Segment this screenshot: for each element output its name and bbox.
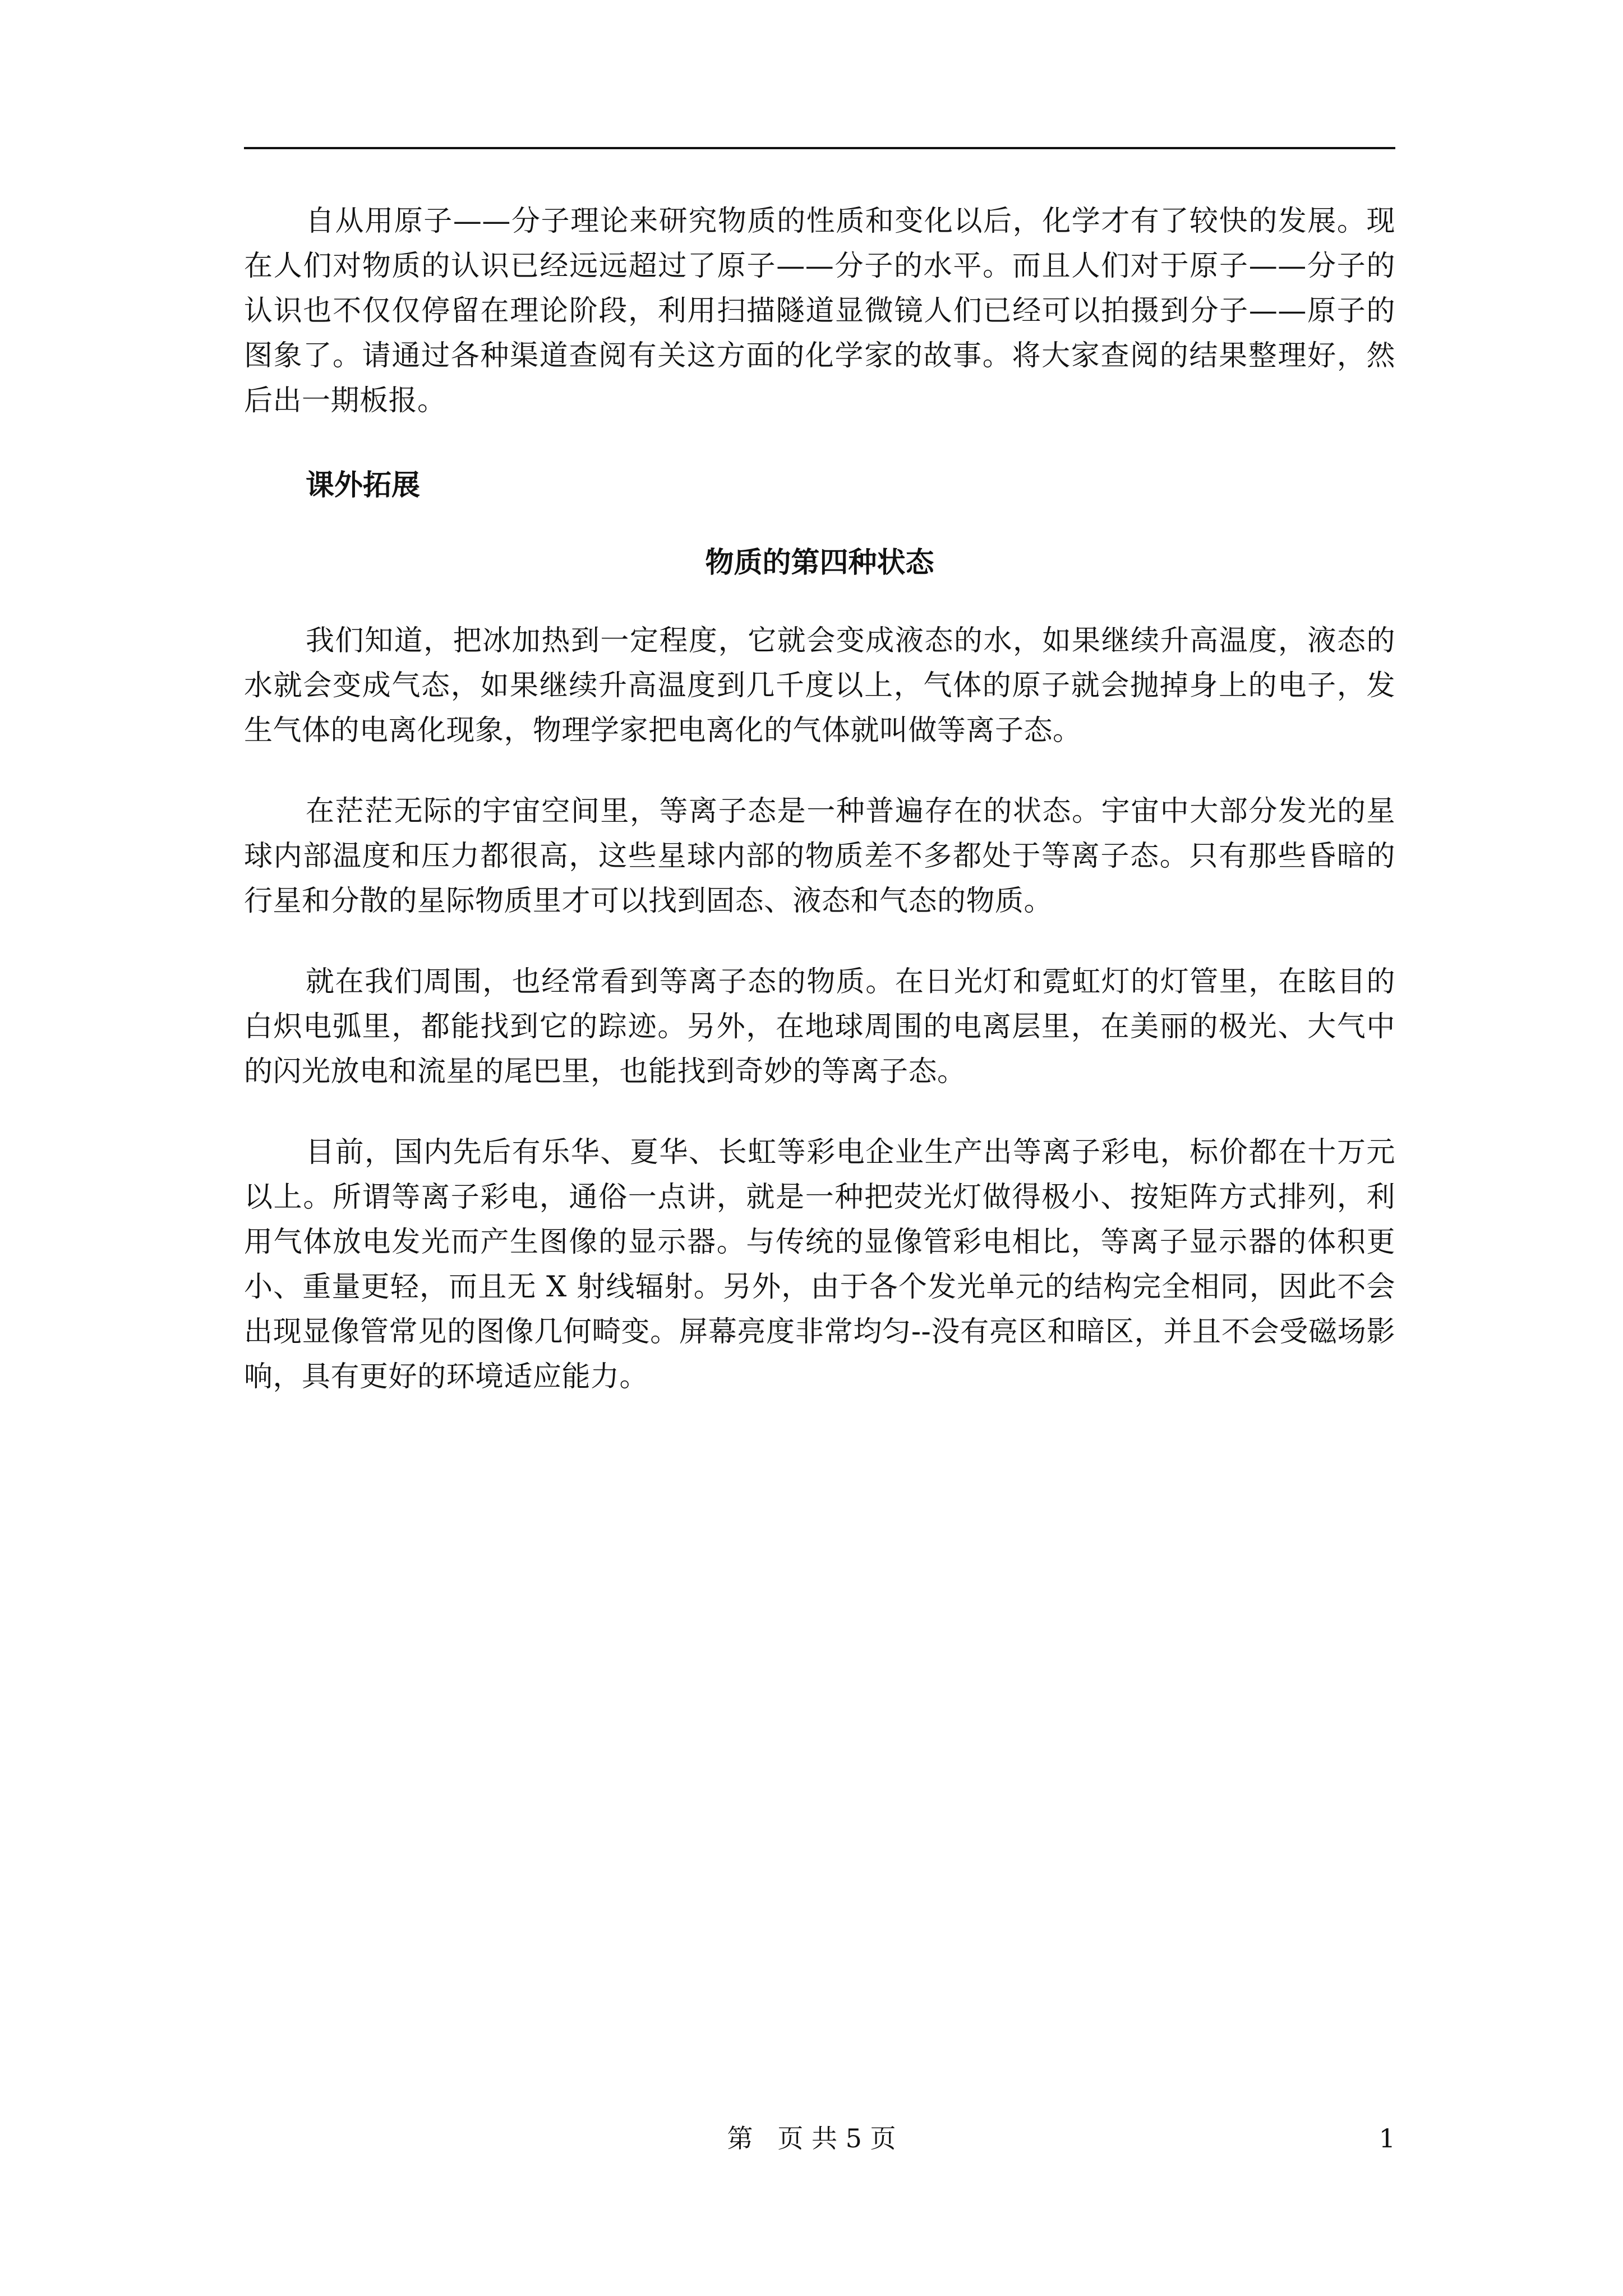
article-paragraph: 在茫茫无际的宇宙空间里，等离子态是一种普遍存在的状态。宇宙中大部分发光的星球内部温度和压力都很高，这些星球内部的物质差不多都处于等离子态。只有那些昏暗的行星和分散的星际物质里才可以找到固态、液态和气态的物质。 xyxy=(244,795,1395,918)
footer-page-info: 第 页 共 5 页 xyxy=(727,2123,896,2154)
intro-paragraph: 自从用原子——分子理论来研究物质的性质和变化以后，化学才有了较快的发展。现在人们对物质的认识已经远远超过了原子——分子的水平。而且人们对于原子——分子的认识也不仅仅停留在理论阶段，利用扫描隧道显微镜人们已经可以拍摄到分子——原子的图象了。请通过各种渠道查阅有关这方面的化学家的故事。将大家查阅的结果整理好，然后出一期板报。 xyxy=(244,205,1395,417)
article-paragraph: 我们知道，把冰加热到一定程度，它就会变成液态的水，如果继续升高温度，液态的水就会变成气态，如果继续升高温度到几千度以上，气体的原子就会抛掉身上的电子，发生气体的电离化现象，物理学家把电离化的气体就叫做等离子态。 xyxy=(244,624,1395,747)
footer-page-number: 1 xyxy=(1378,2123,1395,2154)
article-paragraph: 就在我们周围，也经常看到等离子态的物质。在日光灯和霓虹灯的灯管里，在眩目的白炽电弧里，都能找到它的踪迹。另外，在地球周围的电离层里，在美丽的极光、大气中的闪光放电和流星的尾巴里，也能找到奇妙的等离子态。 xyxy=(244,965,1395,1088)
article-paragraph: 目前，国内先后有乐华、夏华、长虹等彩电企业生产出等离子彩电，标价都在十万元以上。所谓等离子彩电，通俗一点讲，就是一种把荧光灯做得极小、按矩阵方式排列，利用气体放电发光而产生图像的显示器。与传统的显像管彩电相比，等离子显示器的体积更小、重量更轻，而且无 X 射线辐射。另外，由于各个发光单元的结构完全相同，因此不会出现显像管常见的图像几何畸变。屏幕亮度非常均匀--没有亮区和暗区，并且不会受磁场影响，具有更好的环境适应能力。 xyxy=(244,1136,1395,1393)
article-title: 物质的第四种状态 xyxy=(705,546,934,579)
header-rule xyxy=(244,147,1395,149)
section-label: 课外拓展 xyxy=(306,468,421,502)
document-body xyxy=(244,199,1395,1400)
